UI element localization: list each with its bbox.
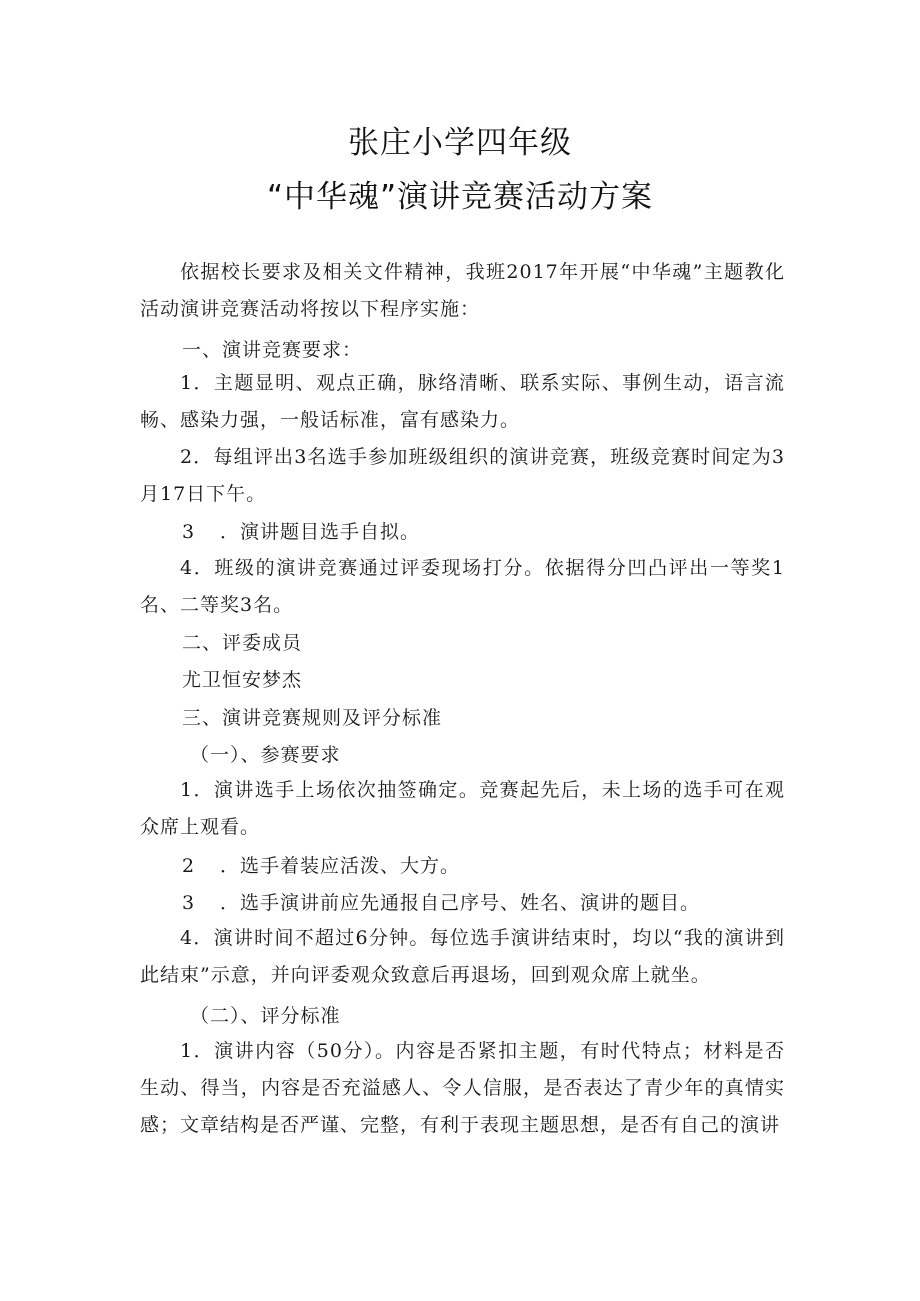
document-title-line2: “中华魂”演讲竞赛活动方案 [266,179,654,215]
section1-item-1: 1．主题显明、观点正确，脉络清晰、联系实际、事例生动，语言流畅、感染力强，一般话标准，富有感染力。 [140,372,785,431]
section3-heading: 三、演讲竞赛规则及评分标准 [182,707,443,729]
section1-item-2: 2．每组评出3名选手参加班级组织的演讲竞赛，班级竞赛时间定为3月17日下午。 [140,446,785,505]
sub2-item-1: 1．演讲内容（50分）。内容是否紧扣主题，有时代特点；材料是否生动、得当，内容是否充溢感人、令人信服，是否表达了青少年的真情实感；文章结构是否严谨、完整，有利于表现主题思想，是否有自己的演讲 [140,1040,785,1136]
sub1-item-4: 4．演讲时间不超过6分钟。每位选手演讲结束时，均以“我的演讲到此结束”示意，并向评委观众致意后再退场，回到观众席上就坐。 [140,927,785,986]
sub1-item-3-number: 3 [182,892,196,914]
sub1-item-2-number: 2 [182,855,196,877]
document-title-line1: 张庄小学四年级 [348,125,572,161]
section1-item-3-text: ．演讲题目选手自拟。 [220,521,421,543]
section1-heading: 一、演讲竞赛要求： [182,339,363,361]
sub1-item-1: 1．演讲选手上场依次抽签确定。竞赛起先后，未上场的选手可在观众席上观看。 [140,779,785,838]
section1-item-4: 4．班级的演讲竞赛通过评委现场打分。依据得分凹凸评出一等奖1名、二等奖3名。 [140,557,785,616]
sub1-item-2-text: ．选手着装应活泼、大方。 [220,855,461,877]
sub1-item-3 [182,888,700,915]
sub2-heading: （二）、评分标准 [190,1005,341,1027]
section1-item-3-number: 3 [182,521,196,543]
sub1-item-2 [182,851,460,878]
section2-heading: 二、评委成员 [182,632,303,654]
intro-paragraph: 依据校长要求及相关文件精神，我班2017年开展“中华魂”主题教化活动演讲竞赛活动将按以下程序实施： [140,261,785,320]
judge-members: 尤卫恒安梦杰 [182,669,303,691]
section1-item-3 [182,517,420,544]
sub1-heading: （一）、参赛要求 [190,744,341,766]
sub1-item-3-text: ．选手演讲前应先通报自己序号、姓名、演讲的题目。 [220,892,701,914]
